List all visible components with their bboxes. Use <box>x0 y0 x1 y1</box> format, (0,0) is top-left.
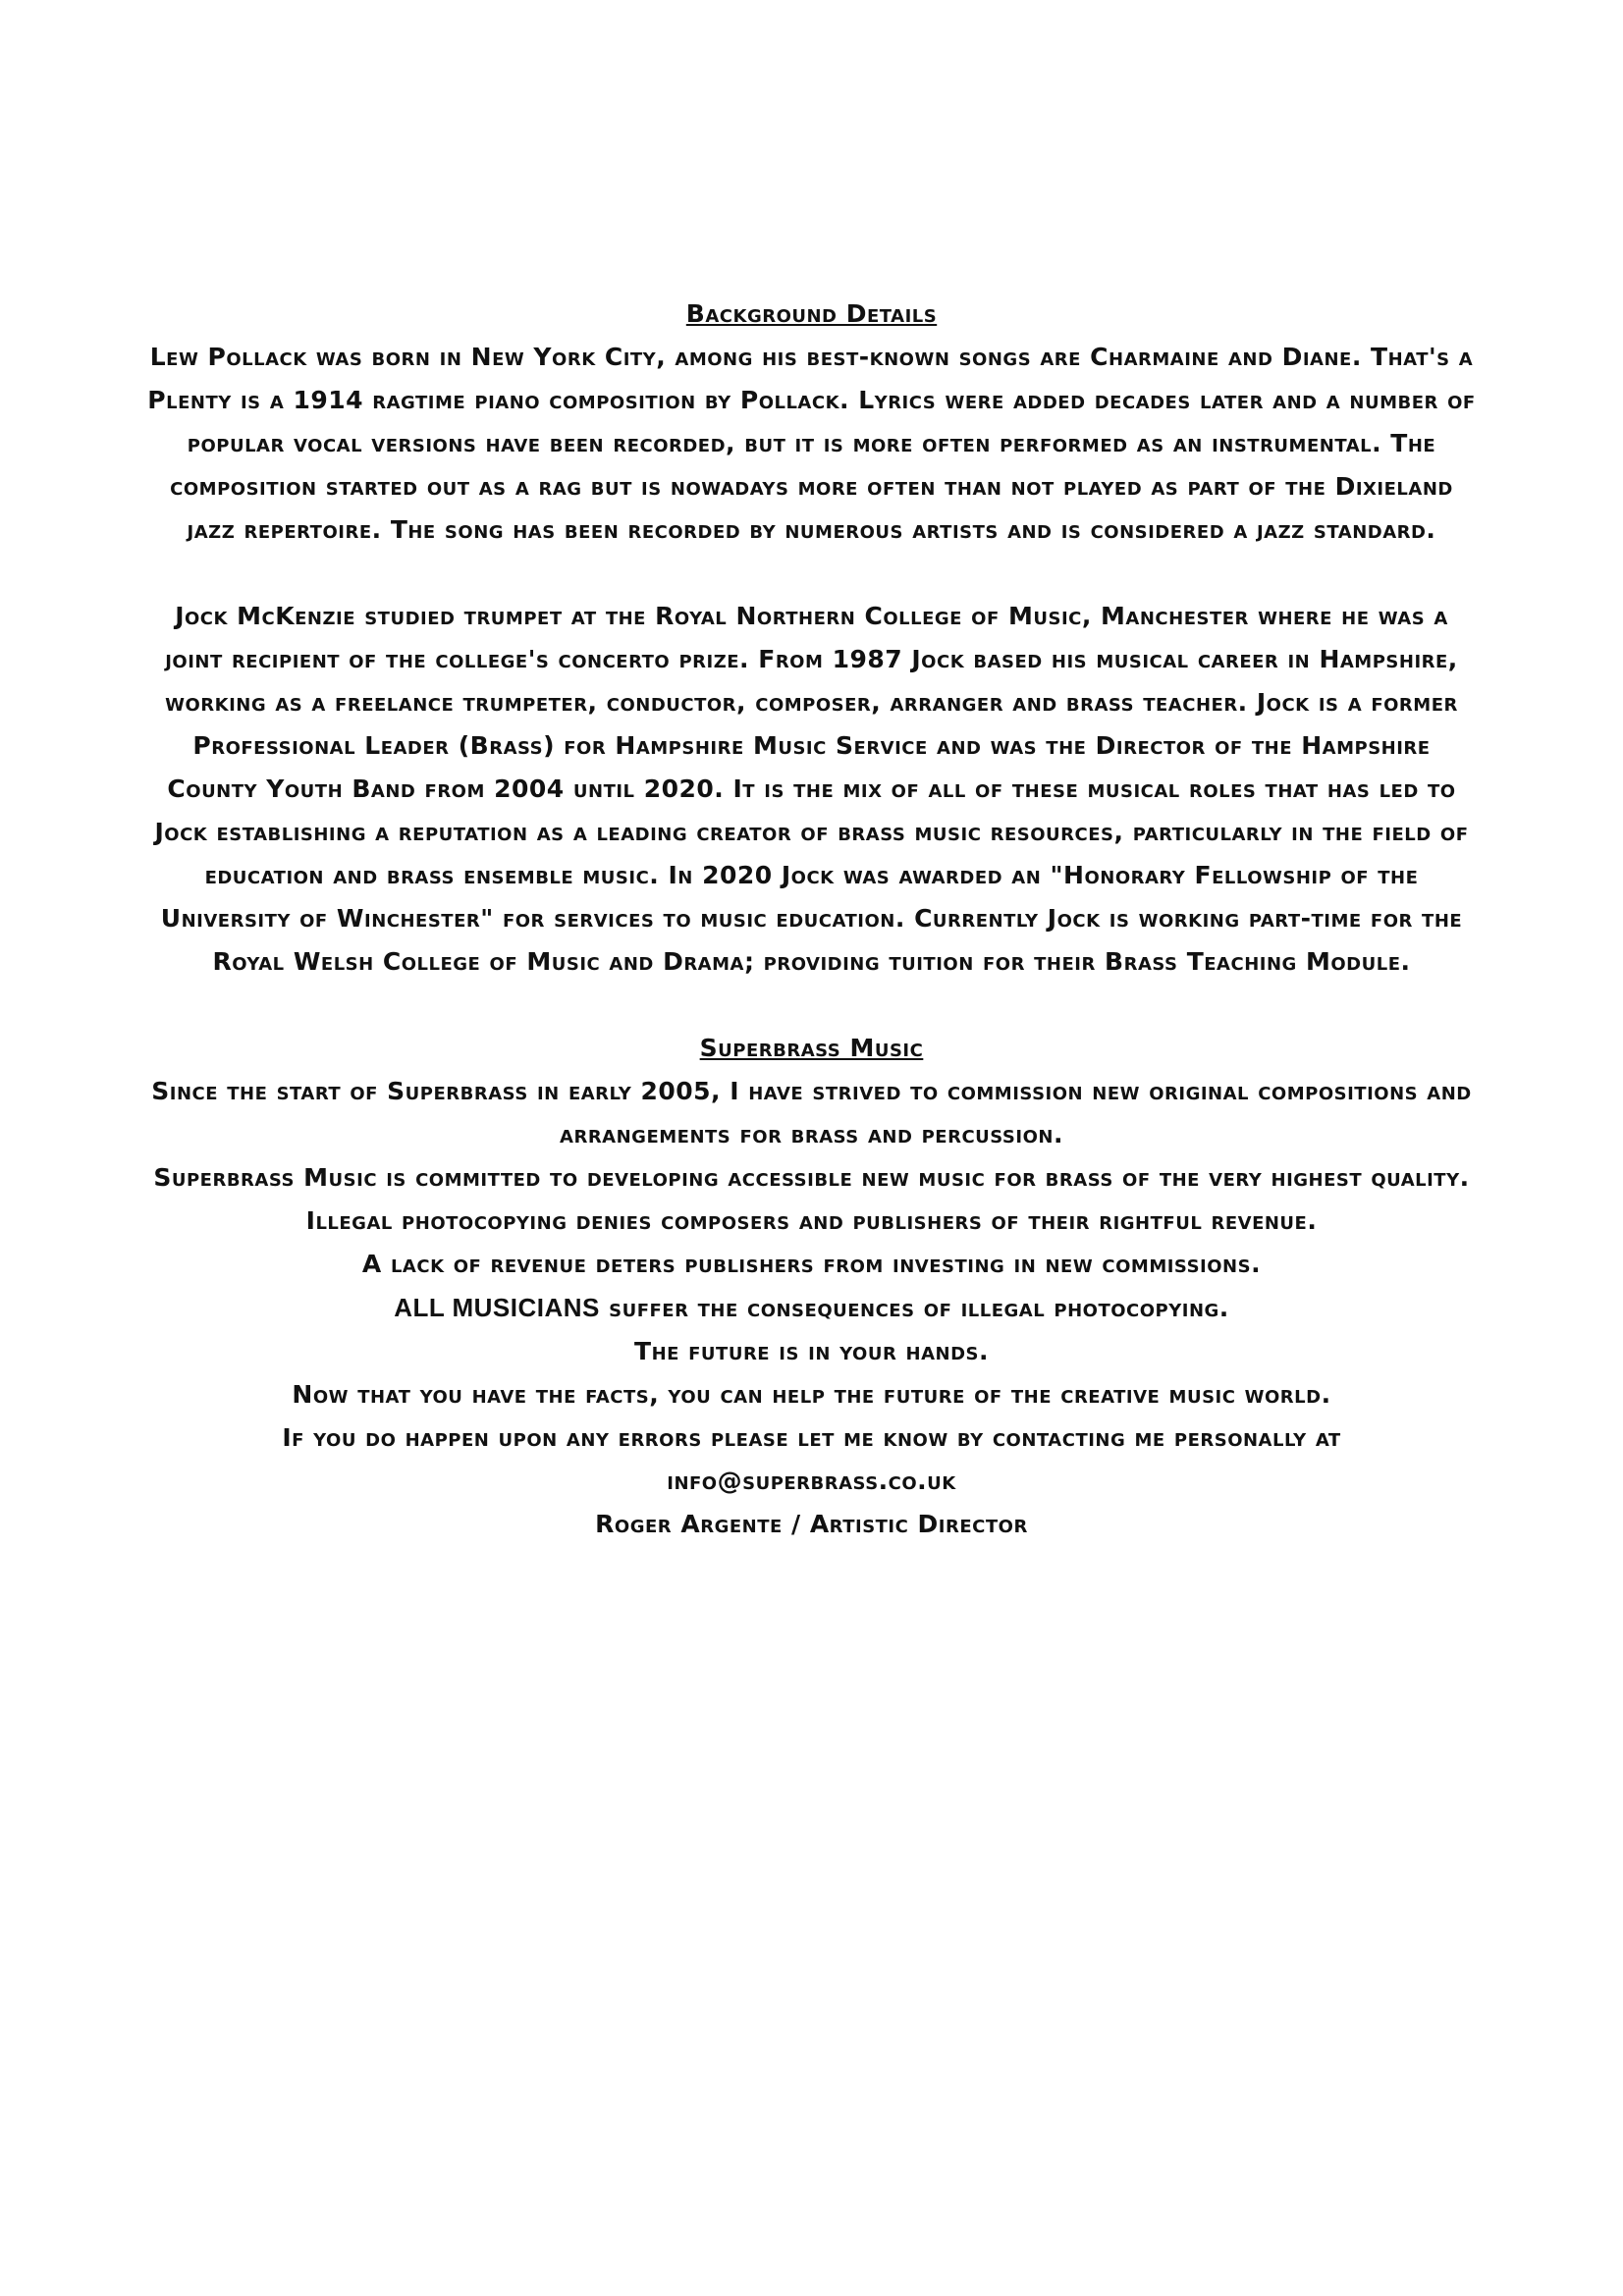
biography-section <box>147 595 1476 984</box>
superbrass-section <box>147 1027 1476 1546</box>
superbrass-line-5 <box>147 1286 1476 1330</box>
section-gap <box>147 984 1476 1027</box>
background-heading: Background Details <box>685 299 938 328</box>
superbrass-line-8: If you do happen upon any errors please let me know by contacting me personally at <box>282 1423 1341 1452</box>
superbrass-line-2: Superbrass Music is committed to developing accessible new music for brass of the very highest quality. <box>153 1163 1470 1192</box>
signature: Roger Argente / Artistic Director <box>595 1510 1028 1538</box>
document-page <box>147 293 1476 1546</box>
superbrass-line-3: Illegal photocopying denies composers and publishers of their rightful revenue. <box>305 1206 1318 1235</box>
superbrass-line-7: Now that you have the facts, you can help the future of the creative music world. <box>292 1380 1331 1409</box>
contact-email: info@superbrass.co.uk <box>667 1467 956 1495</box>
superbrass-line-5-rest: suffer the consequences of illegal photocopying. <box>599 1294 1229 1322</box>
biography-paragraph: Jock McKenzie studied trumpet at the Royal Northern College of Music, Manchester where he was a joint recipient of the college's concerto prize. From 1987 Jock based his musical career in Hampshire, working as a freelance trumpeter, conductor, composer, arranger and brass teacher. Jock is a former Professional Leader (Brass) for Hampshire Music Service and was the Director of the Hampshire County Youth Band from 2004 until 2020. It is the mix of all of these musical roles that has led to Jock establishing a reputation as a leading creator of brass music resources, particularly in the field of education and brass ensemble music. In 2020 Jock was awarded an "Honorary Fellowship of the University of Winchester" for services to music education. Currently Jock is working part-time for the Royal Welsh College of Music and Drama; providing tuition for their Brass Teaching Module. <box>154 602 1469 976</box>
background-section <box>147 293 1476 552</box>
all-musicians-emphasis: ALL MUSICIANS <box>394 1293 600 1322</box>
background-paragraph: Lew Pollack was born in New York City, among his best-known songs are Charmaine and Diane. That's a Plenty is a 1914 ragtime piano composition by Pollack. Lyrics were added decades later and a number of popular vocal versions have been recorded, but it is more often performed as an instrumental. The composition started out as a rag but is nowadays more often than not played as part of the Dixieland jazz repertoire. The song has been recorded by numerous artists and is considered a jazz standard. <box>147 343 1476 544</box>
superbrass-line-6: The future is in your hands. <box>634 1337 989 1365</box>
superbrass-heading: Superbrass Music <box>699 1034 924 1062</box>
superbrass-line-1: Since the start of Superbrass in early 2005, I have strived to commission new original compositions and arrangements for brass and percussion. <box>151 1077 1472 1148</box>
section-gap <box>147 552 1476 595</box>
superbrass-line-4: A lack of revenue deters publishers from investing in new commissions. <box>361 1250 1262 1278</box>
